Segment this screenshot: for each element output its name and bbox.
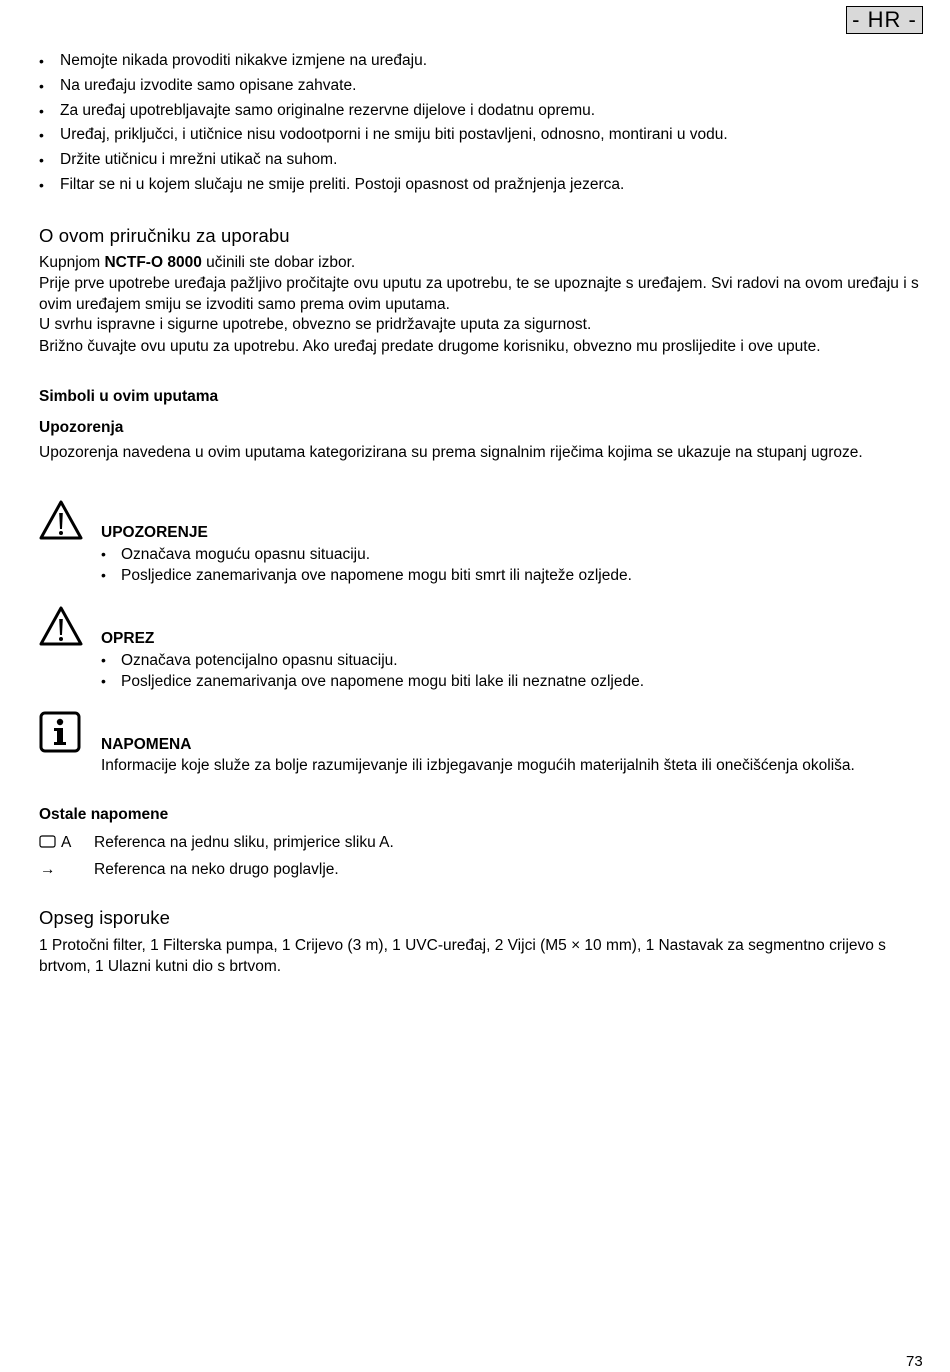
image-frame-icon <box>39 835 56 848</box>
list-item: • Držite utičnicu i mrežni utikač na suhom. <box>39 150 728 175</box>
page-number: 73 <box>906 1353 923 1370</box>
intro-text-before: Kupnjom <box>39 254 105 271</box>
list-item: • Na uređaju izvodite samo opisane zahvate. <box>39 76 728 101</box>
paragraph: Brižno čuvajte ovu uputu za upotrebu. Ako uređaj predate drugome korisniku, obvezno mu proslijedite i ove upute. <box>39 338 821 355</box>
reference-text: Referenca na jednu sliku, primjerice sliku A. <box>94 834 394 851</box>
intro-paragraph <box>39 253 924 274</box>
reference-row <box>39 833 839 855</box>
caution-title: OPREZ <box>101 630 155 647</box>
note-text: Informacije koje služe za bolje razumijevanje ili izbjegavanje mogućih materijalnih šteta ili onečišćenja okoliša. <box>101 756 855 774</box>
reference-text: Referenca na neko drugo poglavlje. <box>94 861 339 878</box>
language-badge: - HR - <box>846 6 923 34</box>
paragraph: Prije prve upotrebe uređaja pažljivo pročitajte ovu uputu za upotrebu, te se upoznajte s uređajem. Svi radovi na ovom uređaju i s ovim uređajem smiju se izvoditi samo prema ovim uputama. <box>39 275 919 313</box>
product-name: NCTF-O 8000 <box>104 254 202 271</box>
caution-bullet-list <box>101 650 931 692</box>
section-heading-other-notes: Ostale napomene <box>39 806 169 823</box>
warning-triangle-icon <box>39 606 83 648</box>
arrow-right-icon: → <box>40 861 56 878</box>
figure-reference-letter: A <box>61 834 72 851</box>
info-icon <box>39 711 81 753</box>
subheading-warnings: Upozorenja <box>39 419 124 436</box>
list-item: • Nemojte nikada provoditi nikakve izmjene na uređaju. <box>39 51 728 76</box>
intro-text-after: učinili ste dobar izbor. <box>201 254 356 271</box>
list-item: • Uređaj, priključci, i utičnice nisu vodootporni i ne smiju biti postavljeni, odnosno, montirani u vodu. <box>39 125 728 150</box>
warning-title: UPOZORENJE <box>101 524 208 541</box>
reference-row <box>39 860 839 882</box>
warnings-intro: Upozorenja navedena u ovim uputama kategorizirana su prema signalnim riječima kojima se ukazuje na stupanj ugroze. <box>39 444 863 461</box>
safety-bullet-list <box>39 51 728 200</box>
delivery-text: 1 Protočni filter, 1 Filterska pumpa, 1 Crijevo (3 m), 1 UVC-uređaj, 2 Vijci (M5 × 10 mm), 1 Nastavak za segmentno crijevo s brtvom, 1 Ulazni kutni dio s brtvom. <box>39 937 886 975</box>
warning-bullet-list <box>101 544 931 586</box>
list-item: • Označava potencijalno opasnu situaciju. <box>101 650 931 671</box>
paragraph: U svrhu ispravne i sigurne upotrebe, obvezno se pridržavajte uputa za sigurnost. <box>39 316 592 333</box>
note-title: NAPOMENA <box>101 736 192 753</box>
section-heading-about: O ovom priručniku za uporabu <box>39 225 290 246</box>
warning-triangle-icon <box>39 500 83 542</box>
list-item: • Posljedice zanemarivanja ove napomene mogu biti smrt ili najteže ozljede. <box>101 565 931 586</box>
list-item: • Označava moguću opasnu situaciju. <box>101 544 931 565</box>
list-item: • Filtar se ni u kojem slučaju ne smije preliti. Postoji opasnost od pražnjenja jezerca. <box>39 175 728 200</box>
list-item: • Za uređaj upotrebljavajte samo originalne rezervne dijelove i dodatnu opremu. <box>39 101 728 126</box>
section-heading-symbols: Simboli u ovim uputama <box>39 388 219 405</box>
list-item: • Posljedice zanemarivanja ove napomene mogu biti lake ili neznatne ozljede. <box>101 671 931 692</box>
section-heading-delivery: Opseg isporuke <box>39 907 170 928</box>
